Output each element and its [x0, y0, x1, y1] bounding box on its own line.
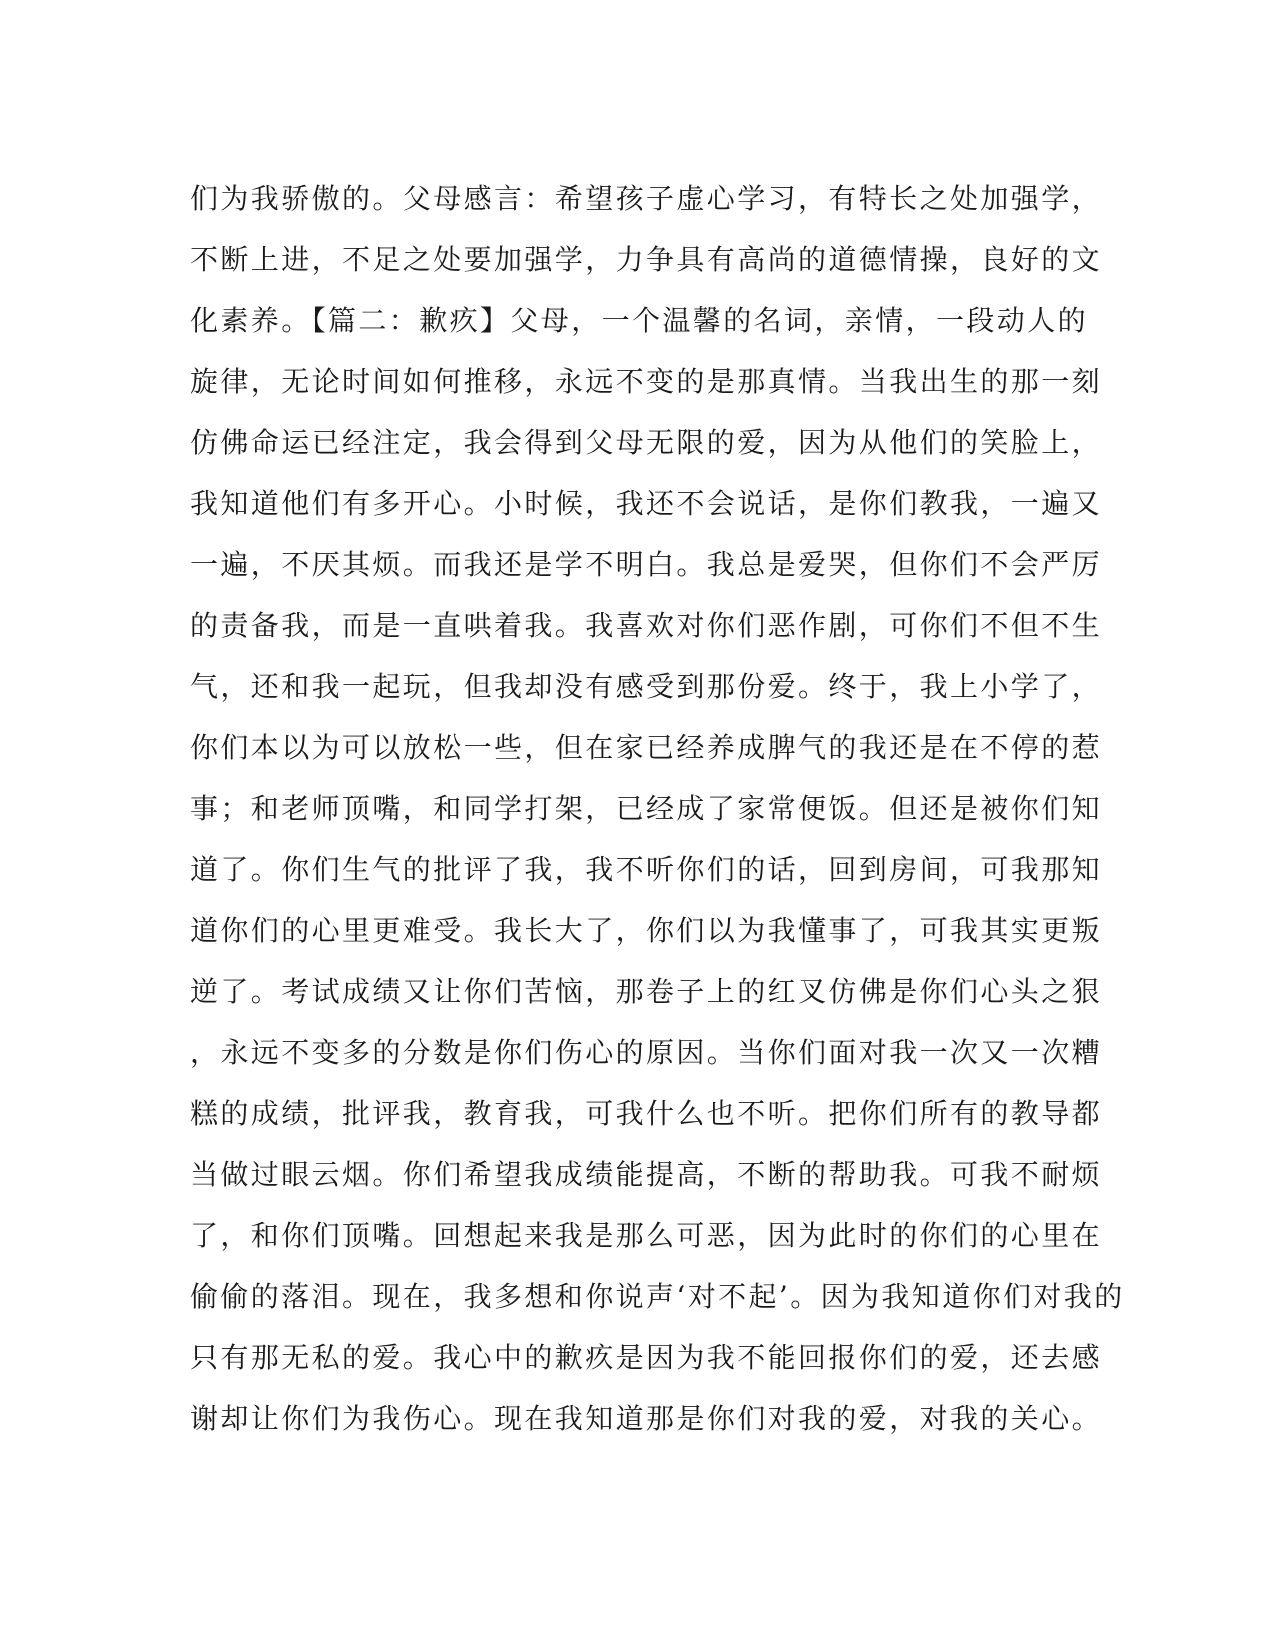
text-line-9: 气，还和我一起玩，但我却没有感受到那份爱。终于，我上小学了， — [190, 670, 1103, 703]
text-line-15: ，永远不变多的分数是你们伤心的原因。当你们面对我一次又一次糟 — [190, 1036, 1103, 1069]
text-line-11: 事；和老师顶嘴，和同学打架，已经成了家常便饭。但还是被你们知 — [190, 792, 1103, 825]
text-line-5: 仿佛命运已经注定，我会得到父母无限的爱，因为从他们的笑脸上， — [190, 426, 1103, 459]
body-text — [190, 168, 1125, 1449]
text-line-14: 逆了。考试成绩又让你们苦恼，那卷子上的红叉仿佛是你们心头之狠 — [190, 975, 1103, 1008]
text-line-13: 道你们的心里更难受。我长大了，你们以为我懂事了，可我其实更叛 — [190, 914, 1103, 947]
text-line-4: 旋律，无论时间如何推移，永远不变的是那真情。当我出生的那一刻 — [190, 365, 1103, 398]
text-line-16: 糕的成绩，批评我，教育我，可我什么也不听。把你们所有的教导都 — [190, 1097, 1103, 1130]
text-line-1: 们为我骄傲的。父母感言：希望孩子虚心学习，有特长之处加强学， — [190, 182, 1103, 215]
text-line-2: 不断上进，不足之处要加强学，力争具有高尚的道德情操，良好的文 — [190, 243, 1103, 276]
text-line-12: 道了。你们生气的批评了我，我不听你们的话，回到房间，可我那知 — [190, 853, 1103, 886]
text-line-10: 你们本以为可以放松一些，但在家已经养成脾气的我还是在不停的惹 — [190, 731, 1103, 764]
text-line-18: 了，和你们顶嘴。回想起来我是那么可恶，因为此时的你们的心里在 — [190, 1219, 1103, 1252]
text-line-8: 的责备我，而是一直哄着我。我喜欢对你们恶作剧，可你们不但不生 — [190, 609, 1103, 642]
text-line-19: 偷偷的落泪。现在，我多想和你说声‘对不起’。因为我知道你们对我的 — [190, 1280, 1125, 1313]
text-line-21: 谢却让你们为我伤心。现在我知道那是你们对我的爱，对我的关心。 — [190, 1402, 1103, 1435]
text-line-3: 化素养。【篇二：歉疚】父母，一个温馨的名词，亲情，一段动人的 — [190, 304, 1089, 337]
text-line-17: 当做过眼云烟。你们希望我成绩能提高，不断的帮助我。可我不耐烦 — [190, 1158, 1103, 1191]
text-line-20: 只有那无私的爱。我心中的歉疚是因为我不能回报你们的爱，还去感 — [190, 1341, 1103, 1374]
text-line-7: 一遍，不厌其烦。而我还是学不明白。我总是爱哭，但你们不会严厉 — [190, 548, 1103, 581]
text-line-6: 我知道他们有多开心。小时候，我还不会说话，是你们教我，一遍又 — [190, 487, 1103, 520]
